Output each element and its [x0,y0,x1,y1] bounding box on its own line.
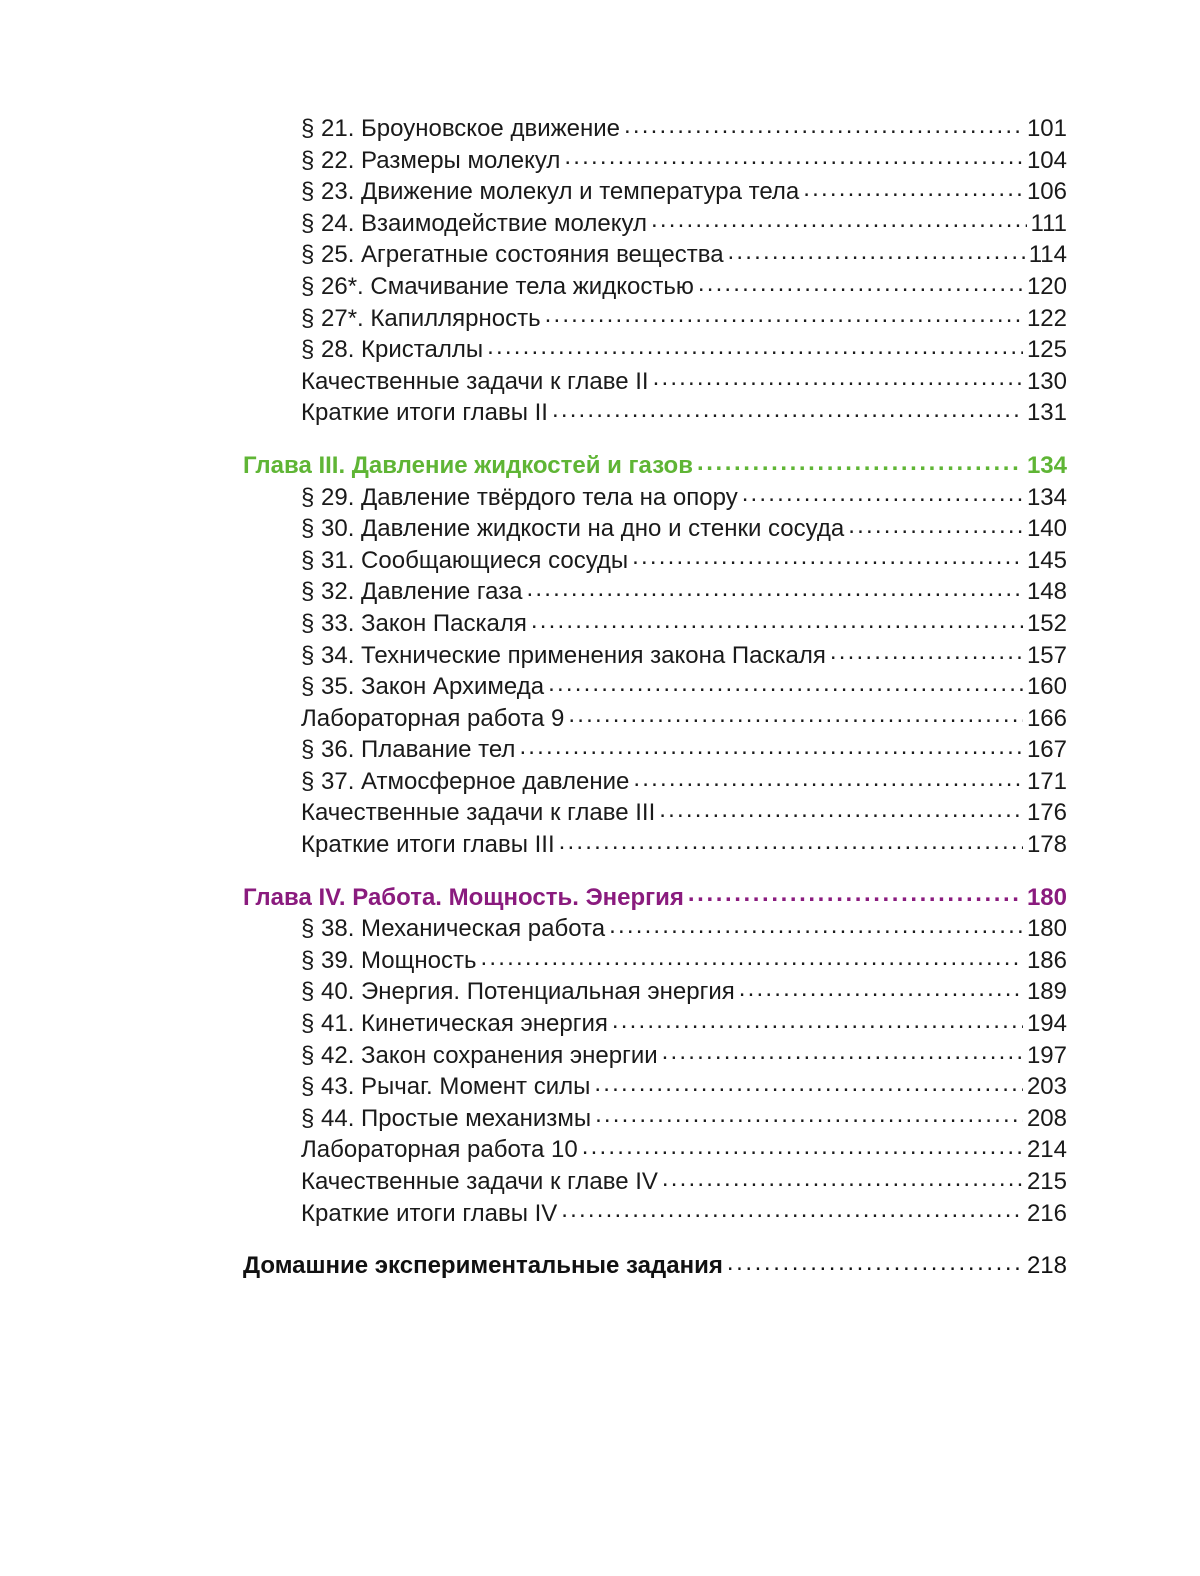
toc-entry-page: 157 [1026,641,1067,669]
toc-entry[interactable] [243,1165,1067,1197]
toc-entry[interactable] [243,828,1067,860]
dot-leader [481,944,1023,968]
dot-leader [487,333,1023,357]
toc-entry-page: 106 [1026,178,1067,206]
toc-entry-page: 101 [1026,115,1067,142]
toc-entry-page: 171 [1026,767,1067,795]
toc-entry-page: 215 [1026,1168,1067,1195]
dot-leader [830,639,1023,663]
toc-entry-page: 152 [1026,609,1067,637]
toc-entry-page: 114 [1028,241,1067,269]
toc-entry-title: § 42. Закон сохранения энергии [301,1041,658,1069]
toc-entry[interactable] [243,396,1067,428]
toc-entry[interactable] [243,238,1067,270]
toc-entry-page: 194 [1026,1010,1067,1038]
toc-entry-title: § 29. Давление твёрдого тела на опору [301,483,738,511]
dot-leader [651,207,1027,231]
toc-entry-title: § 25. Агрегатные состояния вещества [301,241,724,269]
toc-entry[interactable] [243,765,1067,797]
dot-leader [548,670,1023,694]
toc-entry[interactable] [243,1039,1067,1071]
dot-leader [519,733,1023,757]
toc-entry[interactable] [243,365,1067,397]
dot-leader [727,1249,1023,1273]
toc-entry-page: 160 [1026,673,1067,701]
dot-leader [582,1133,1023,1157]
toc-entry-title: § 35. Закон Архимеда [301,673,545,701]
dot-leader [742,481,1023,505]
chapter-4-heading[interactable] [243,881,1067,913]
toc-entry[interactable] [243,975,1067,1007]
dot-leader [527,575,1023,599]
toc-entry-title: § 37. Атмосферное давление [301,767,630,795]
toc-entry-page: 203 [1026,1073,1067,1101]
toc-entry-page: 111 [1030,209,1067,237]
toc-entry-page: 145 [1026,546,1067,574]
dot-leader [662,1039,1023,1063]
toc-entry[interactable] [243,481,1067,513]
toc-entry-title: § 44. Простые механизмы [301,1104,592,1132]
dot-leader [564,144,1023,168]
dot-leader [728,238,1025,262]
toc-entry-title: Лабораторная работа 10 [301,1136,578,1164]
dot-leader [662,1165,1023,1189]
toc-entry[interactable] [243,1102,1067,1134]
toc-entry[interactable] [243,1133,1067,1165]
toc-entry-title: § 27*. Капиллярность [301,304,541,332]
toc-entry-page: 125 [1026,336,1067,364]
toc-entry-page: 140 [1026,515,1067,543]
toc-entry-page: 180 [1026,915,1067,943]
table-of-contents [243,112,1067,1281]
chapter-title: Домашние экспериментальные задания [243,1252,723,1280]
toc-entry-page: 148 [1026,578,1067,606]
toc-entry[interactable] [243,944,1067,976]
toc-entry[interactable] [243,144,1067,176]
toc-entry-page: 104 [1026,146,1067,174]
toc-entry-title: Качественные задачи к главе III [301,799,656,827]
toc-entry[interactable] [243,270,1067,302]
toc-entry-page: 134 [1026,483,1067,511]
toc-entry-page: 208 [1026,1104,1067,1132]
toc-entry-page: 131 [1026,399,1067,427]
toc-entry-title: § 21. Броуновское движение [301,115,621,142]
dot-leader [698,270,1023,294]
dot-leader [561,1197,1023,1221]
toc-entry-page: 122 [1026,304,1067,332]
dot-leader [624,112,1023,136]
toc-entry-title: Качественные задачи к главе II [301,367,649,395]
toc-entry-title: § 34. Технические применения закона Паскаля [301,641,826,669]
toc-entry-page: 214 [1026,1136,1067,1164]
toc-entry-page: 178 [1026,831,1067,859]
dot-leader [739,975,1023,999]
toc-entry-page: 186 [1026,946,1067,974]
toc-entry-page: 120 [1026,272,1067,300]
home-experiments-heading[interactable] [243,1249,1067,1281]
chapter-4-sections [243,912,1067,1228]
toc-entry[interactable] [243,733,1067,765]
toc-entry-title: Лабораторная работа 9 [301,704,565,732]
toc-entry-title: § 24. Взаимодействие молекул [301,209,647,237]
toc-entry-title: Краткие итоги главы IV [301,1199,558,1227]
toc-entry[interactable] [243,575,1067,607]
chapter-2-sections [243,112,1067,428]
dot-leader [688,881,1023,905]
toc-entry-title: § 43. Рычаг. Момент силы [301,1073,591,1101]
toc-entry[interactable] [243,207,1067,239]
toc-entry-title: § 41. Кинетическая энергия [301,1010,608,1038]
dot-leader [545,302,1023,326]
toc-entry[interactable] [243,1007,1067,1039]
toc-entry-title: § 31. Сообщающиеся сосуды [301,546,629,574]
toc-entry-title: § 40. Энергия. Потенциальная энергия [301,978,735,1006]
toc-entry-page: 176 [1026,799,1067,827]
toc-entry-page: 216 [1026,1199,1067,1227]
toc-entry[interactable] [243,702,1067,734]
toc-entry-title: § 23. Движение молекул и температура тела [301,178,800,206]
toc-entry[interactable] [243,639,1067,671]
dot-leader [594,1070,1023,1094]
toc-entry-page: 197 [1026,1041,1067,1069]
toc-entry-title: § 38. Механическая работа [301,915,606,943]
toc-entry-page: 130 [1026,367,1067,395]
toc-entry[interactable] [243,175,1067,207]
toc-entry[interactable] [243,544,1067,576]
chapter-page: 134 [1026,451,1067,479]
toc-entry[interactable] [243,302,1067,334]
toc-entry-title: § 39. Мощность [301,946,477,974]
toc-entry-page: 167 [1026,736,1067,764]
dot-leader [559,828,1023,852]
toc-entry-title: § 32. Давление газа [301,578,523,606]
chapter-title: Глава IV. Работа. Мощность. Энергия [243,883,684,911]
dot-leader [595,1102,1023,1126]
toc-entry-title: § 28. Кристаллы [301,336,484,364]
toc-entry[interactable] [243,670,1067,702]
dot-leader [632,544,1023,568]
chapter-page: 218 [1026,1252,1067,1280]
toc-entry[interactable] [243,607,1067,639]
dot-leader [531,607,1023,631]
dot-leader [803,175,1023,199]
chapter-page: 180 [1026,883,1067,911]
chapter-title: Глава III. Давление жидкостей и газов [243,451,693,479]
dot-leader [552,396,1023,420]
toc-entry-title: § 22. Размеры молекул [301,146,561,174]
chapter-3-heading[interactable] [243,449,1067,481]
toc-entry[interactable] [243,796,1067,828]
dot-leader [568,702,1023,726]
dot-leader [633,765,1023,789]
toc-entry[interactable] [243,333,1067,365]
toc-entry-title: Краткие итоги главы II [301,399,548,427]
toc-entry-title: § 26*. Смачивание тела жидкостью [301,272,694,300]
toc-entry-page: 166 [1026,704,1067,732]
dot-leader [659,796,1023,820]
toc-entry-page: 189 [1026,978,1067,1006]
chapter-3-sections [243,481,1067,860]
toc-entry-title: § 36. Плавание тел [301,736,516,764]
dot-leader [653,365,1023,389]
toc-entry[interactable] [243,512,1067,544]
toc-entry[interactable] [243,112,1067,144]
dot-leader [848,512,1023,536]
toc-entry-title: § 33. Закон Паскаля [301,609,527,637]
dot-leader [697,449,1023,473]
toc-entry[interactable] [243,1070,1067,1102]
dot-leader [609,912,1023,936]
toc-entry-title: Качественные задачи к главе IV [301,1168,658,1195]
toc-entry-title: § 30. Давление жидкости на дно и стенки сосуда [301,515,845,543]
toc-entry[interactable] [243,1197,1067,1229]
toc-entry-title: Краткие итоги главы III [301,831,555,859]
toc-entry[interactable] [243,912,1067,944]
dot-leader [612,1007,1023,1031]
